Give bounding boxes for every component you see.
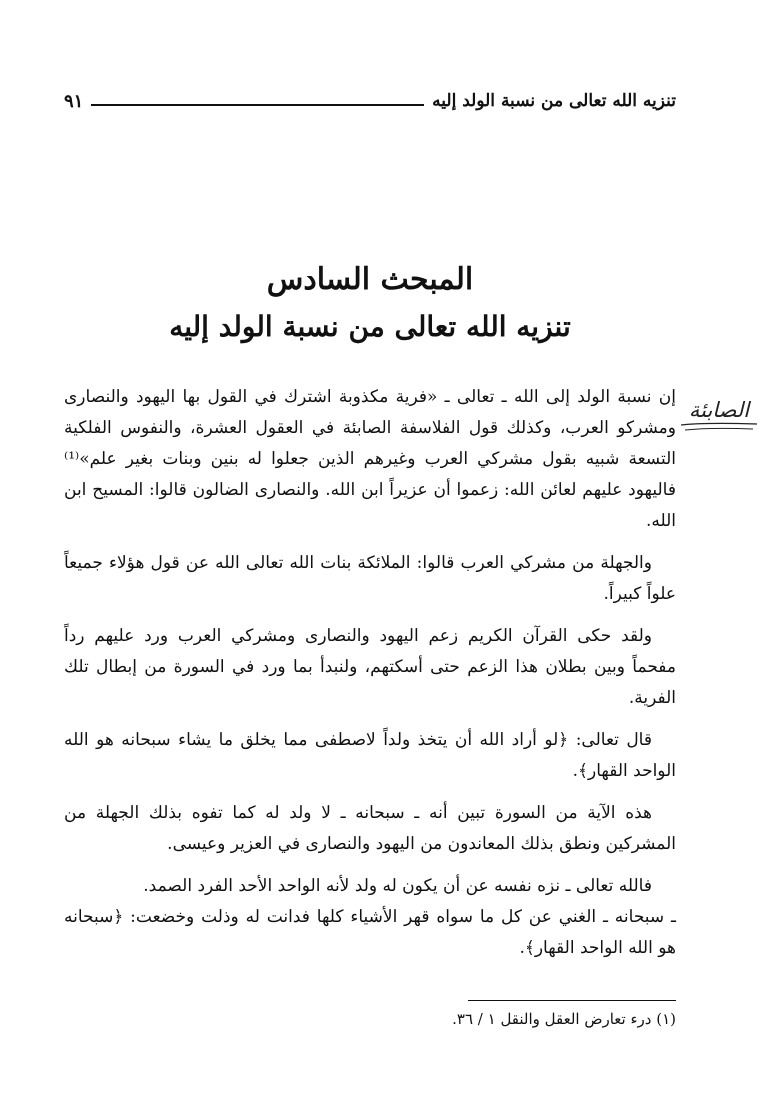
body-text [64, 382, 676, 975]
chapter-title: تنزيه الله تعالى من نسبة الولد إليه [169, 310, 571, 343]
page-number: ٩١ [64, 90, 84, 112]
footnote-rule [468, 1000, 676, 1001]
paragraph: فالله تعالى ـ نزه نفسه عن أن يكون له ولد لأنه الواحد الأحد الفرد الصمد. [143, 876, 652, 896]
handwritten-margin-note [674, 398, 764, 432]
margin-note-text: الصابئة [688, 398, 750, 422]
running-header [64, 86, 676, 116]
paragraph: إن نسبة الولد إلى الله ـ تعالى ـ «فرية مكذوبة اشترك في القول بها اليهود والنصارى ومشركو العرب، وكذلك قول الفلاسفة الصابئة في العقول العشرة، والنفوس الفلكية التسعة شبيه بقول مشركي العرب وغيرهم الذين جعلوا له بنين وبنات بغير علم»⁽¹⁾ فاليهود عليهم لعائن الله: زعموا أن عزيراً ابن الله. والنصارى الضالون قالوا: المسيح ابن الله. [64, 387, 676, 531]
paragraph: قال تعالى: ﴿لو أراد الله أن يتخذ ولداً لاصطفى مما يخلق ما يشاء سبحانه هو الله الواحد القهار﴾. [64, 730, 676, 781]
paragraph: ولقد حكى القرآن الكريم زعم اليهود والنصارى ومشركي العرب ورد عليهم رداً مفحماً وبين بطلان هذا الزعم حتى أسكتهم، ولنبدأ بما ورد في السورة من إبطال تلك الفرية. [64, 626, 676, 708]
header-rule [91, 104, 424, 106]
paragraph: والجهلة من مشركي العرب قالوا: الملائكة بنات الله تعالى الله عن قول هؤلاء جميعاً علواً كبيراً. [64, 553, 676, 604]
running-title: تنزيه الله تعالى من نسبة الولد إليه [432, 91, 676, 111]
paragraph: ـ سبحانه ـ الغني عن كل ما سواه قهر الأشياء كلها فدانت له وذلت وخضعت: ﴿سبحانه هو الله الواحد القهار﴾. [64, 907, 676, 958]
footnote: (١) درء تعارض العقل والنقل ١ / ٣٦. [452, 1010, 676, 1028]
chapter-number: المبحث السادس [266, 262, 474, 297]
paragraph: هذه الآية من السورة تبين أنه ـ سبحانه ـ لا ولد له كما تفوه بذلك الجهلة من المشركين ونطق بذلك المعاندون من اليهود والنصارى في العزير وعيسى. [64, 803, 676, 854]
